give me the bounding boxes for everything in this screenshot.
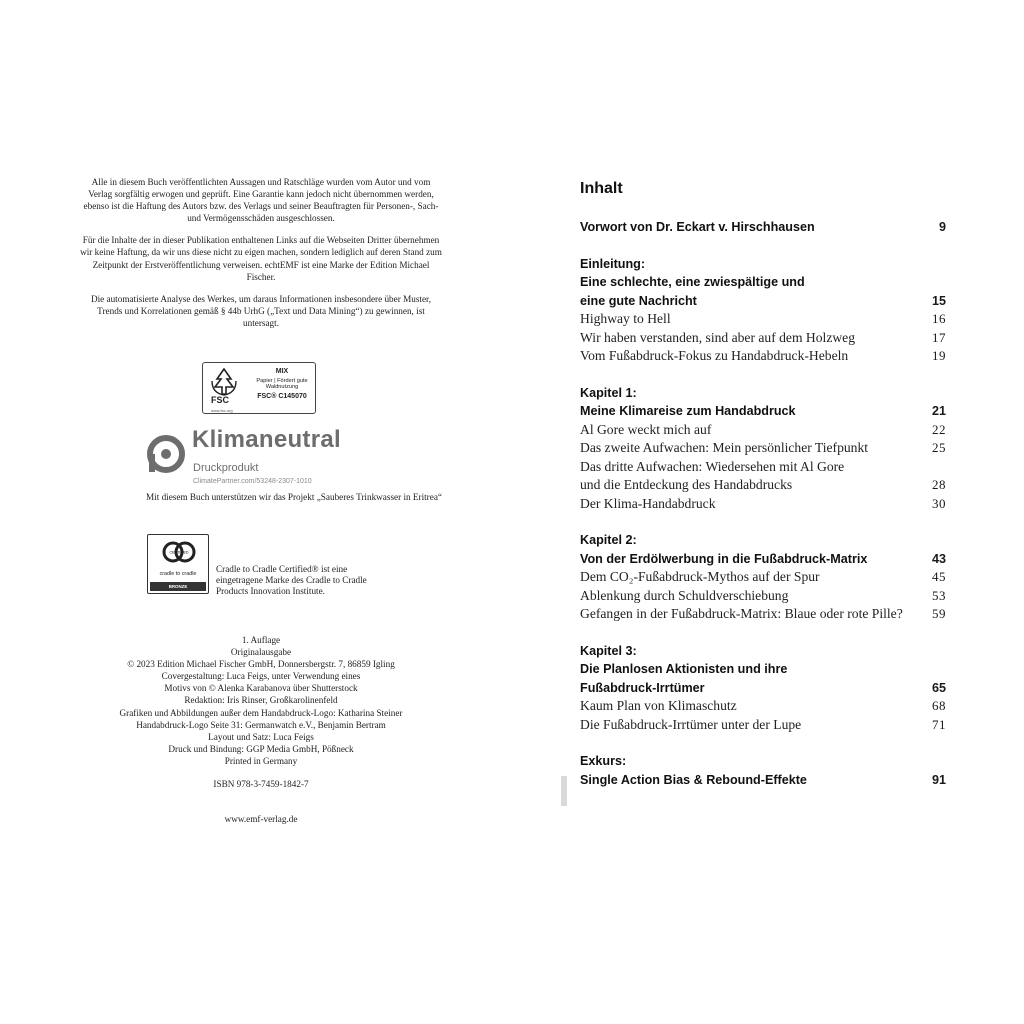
fsc-logo xyxy=(202,362,316,414)
table-of-contents xyxy=(580,180,946,789)
toc-spacer xyxy=(580,366,946,384)
toc-section-heading[interactable] xyxy=(580,771,946,790)
toc-entry-page: 59 xyxy=(932,606,946,621)
toc-entry[interactable] xyxy=(580,716,946,735)
toc-entry-page: 28 xyxy=(932,477,946,492)
klimaneutral-note: Mit diesem Buch unterstützen wir das Projekt „Sauberes Trinkwasser in Eritrea“ xyxy=(146,492,442,502)
disclaimer-paragraph: Für die Inhalte der in dieser Publikation enthaltenen Links auf die Webseiten Dritter übernehmen wir keine Haftung, da wir uns diese nicht zu eigen machen, sondern lediglich auf deren Stand zum Zeitpunkt der Erstveröffentlichung verweisen. echtEMF ist eine Marke der Edition Michael Fischer. xyxy=(80,235,442,282)
toc-entry-page: 25 xyxy=(932,440,946,455)
imprint-line: Covergestaltung: Luca Feigs, unter Verwendung eines xyxy=(161,671,361,682)
toc-entry[interactable] xyxy=(580,495,946,514)
imprint-line: Druck und Bindung: GGP Media GmbH, Pößneck xyxy=(168,743,354,754)
toc-spacer xyxy=(580,624,946,642)
toc-section xyxy=(580,642,946,735)
toc-entry-title: und die Entdeckung des Handabdrucks xyxy=(580,477,793,492)
toc-entry[interactable] xyxy=(580,587,946,606)
toc-section xyxy=(580,384,946,514)
toc-entry-title: Kaum Plan von Klimaschutz xyxy=(580,698,737,713)
imprint-line: Motivs von © Alenka Karabanova über Shutterstock xyxy=(164,683,358,694)
imprint-line: Redaktion: Iris Rinser, Großkarolinenfeld xyxy=(184,695,338,706)
toc-entry-title: Der Klima-Handabdruck xyxy=(580,495,716,511)
toc-entry-title: Ablenkung durch Schuldverschiebung xyxy=(580,587,789,603)
climate-partner-icon xyxy=(146,434,186,474)
toc-entry-page: 19 xyxy=(932,348,946,363)
toc-section-heading[interactable] xyxy=(580,402,946,421)
imprint-line: 1. Auflage xyxy=(241,635,281,645)
toc-entry[interactable] xyxy=(580,697,946,716)
toc-heading-page: 21 xyxy=(931,404,946,418)
klimaneutral-title: Klimaneutral xyxy=(192,426,341,453)
publisher-website: www.emf-verlag.de xyxy=(224,814,298,824)
klimaneutral-subtitle: Druckprodukt xyxy=(193,462,259,474)
toc-entry-title: Vom Fußabdruck-Fokus zu Handabdruck-Hebeln xyxy=(580,348,849,363)
imprint-line: Printed in Germany xyxy=(224,755,298,766)
toc-section xyxy=(580,255,946,366)
toc-entry-page: 22 xyxy=(932,421,946,437)
disclaimer-paragraph: Die automatisierte Analyse des Werkes, um daraus Informationen insbesondere über Muster, Trends und Korrelationen gemäß § 44b UrhG („Text und Data Mining“) zu gewinnen, ist untersagt. xyxy=(90,293,432,328)
c2c-word: cradle to cradle xyxy=(159,571,197,577)
klimaneutral-url: ClimatePartner.com/53248-2307-1010 xyxy=(193,478,312,485)
fsc-mix: MIX xyxy=(275,368,289,375)
imprint-line: Layout und Satz: Luca Feigs xyxy=(208,731,314,742)
toc-entry-title: Wir haben verstanden, sind aber auf dem Holzweg xyxy=(580,329,856,345)
toc-entry-page: 16 xyxy=(932,311,946,326)
fsc-tree-icon xyxy=(209,367,239,397)
toc-entry[interactable] xyxy=(580,476,946,495)
toc-section-heading[interactable] xyxy=(580,292,946,311)
fsc-description: Papier | Fördert gute Waldnutzung xyxy=(256,377,308,390)
toc-section-heading[interactable] xyxy=(580,679,946,698)
toc-entry[interactable] xyxy=(580,439,946,458)
toc-section-heading[interactable] xyxy=(580,550,946,569)
toc-entry[interactable] xyxy=(580,421,946,440)
toc-entry-page: 53 xyxy=(932,587,946,603)
c2c-certified-text: CERTIFIED xyxy=(169,550,189,555)
disclaimer-paragraph: Alle in diesem Buch veröffentlichten Aussagen und Ratschläge wurden vom Autor und vom Verlag sorgfältig erwogen und geprüft. Eine Garantie kann jedoch nicht übernommen werden, ebenso ist die Haftung des Autors bzw. des Verlags und seiner Beauftragten für Personen-, Sach- und Vermögensschäden ausgeschlossen. xyxy=(83,177,439,224)
cradle-to-cradle-logo xyxy=(147,534,209,594)
toc-section-label: Kapitel 3: xyxy=(580,643,637,658)
c2c-level: BRONZE xyxy=(150,582,206,591)
toc-heading-page: 65 xyxy=(931,680,946,695)
fsc-mark: FSC xyxy=(211,395,229,405)
toc-body xyxy=(580,218,946,789)
toc-entry[interactable] xyxy=(580,458,946,477)
toc-entry-page: 71 xyxy=(932,716,946,732)
toc-heading-page: 9 xyxy=(938,220,946,234)
toc-heading-title: eine gute Nachricht xyxy=(580,293,697,308)
toc-section-label: Kapitel 2: xyxy=(580,533,637,547)
cradle-to-cradle-icon xyxy=(162,539,196,565)
toc-section xyxy=(580,531,946,624)
page-edge-marker xyxy=(561,776,567,806)
imprint-line: © 2023 Edition Michael Fischer GmbH, Donnersbergstr. 7, 86859 Igling xyxy=(127,659,395,670)
fsc-site: www.fsc.org xyxy=(211,408,233,413)
toc-heading-page: 43 xyxy=(931,551,946,566)
toc-entry-page: 45 xyxy=(932,569,946,584)
toc-section xyxy=(580,218,946,237)
toc-entry-title: Gefangen in der Fußabdruck-Matrix: Blaue oder rote Pille? xyxy=(580,606,903,621)
fsc-code: FSC® C145070 xyxy=(257,392,307,400)
toc-spacer xyxy=(580,237,946,255)
toc-title: Inhalt xyxy=(580,180,623,197)
toc-entry[interactable] xyxy=(580,310,946,329)
toc-heading-title: Von der Erdölwerbung in die Fußabdruck-Matrix xyxy=(580,551,868,566)
toc-spacer xyxy=(580,513,946,531)
imprint-line: Originalausgabe xyxy=(230,647,292,658)
toc-entry-title: Highway to Hell xyxy=(580,311,671,326)
imprint-line: Handabdruck-Logo Seite 31: Germanwatch e.V., Benjamin Bertram xyxy=(136,719,386,730)
toc-heading-title: Fußabdruck-Irrtümer xyxy=(580,680,705,695)
toc-entry[interactable] xyxy=(580,605,946,624)
toc-section-label: Exkurs: xyxy=(580,754,627,768)
toc-section xyxy=(580,752,946,789)
toc-heading-title: Vorwort von Dr. Eckart v. Hirschhausen xyxy=(580,220,815,234)
toc-spacer xyxy=(580,734,946,752)
toc-heading-title: Single Action Bias & Rebound-Effekte xyxy=(580,772,807,787)
toc-section-label: Einleitung: xyxy=(580,256,646,271)
klimaneutral-logo xyxy=(146,426,446,494)
toc-heading-title: Meine Klimareise zum Handabdruck xyxy=(580,404,796,418)
toc-section-heading[interactable] xyxy=(580,218,946,237)
toc-entry-page: 68 xyxy=(932,698,946,713)
toc-entry-page: 30 xyxy=(932,495,946,511)
toc-entry-title: Die Fußabdruck-Irrtümer unter der Lupe xyxy=(580,716,802,732)
toc-entry-title: Das dritte Aufwachen: Wiedersehen mit Al Gore xyxy=(580,458,845,474)
toc-entry-page: 17 xyxy=(932,329,946,345)
c2c-note: Cradle to Cradle Certified® ist eine eingetragene Marke des Cradle to Cradle Products Innovation Institute. xyxy=(216,564,367,596)
toc-entry-title: Al Gore weckt mich auf xyxy=(580,421,712,437)
toc-entry[interactable] xyxy=(580,347,946,366)
imprint-page xyxy=(80,176,442,824)
toc-section-label: Die Planlosen Aktionisten und ihre xyxy=(580,662,788,676)
toc-entry[interactable] xyxy=(580,568,946,587)
toc-entry-title: Das zweite Aufwachen: Mein persönlicher Tiefpunkt xyxy=(580,440,869,455)
isbn: ISBN 978-3-7459-1842-7 xyxy=(213,779,309,789)
imprint-block xyxy=(80,634,442,767)
toc-section-label: Eine schlechte, eine zwiespältige und xyxy=(580,275,805,289)
toc-heading-page: 15 xyxy=(931,293,946,308)
toc-section-label: Kapitel 1: xyxy=(580,385,637,400)
fsc-text-block xyxy=(251,369,313,400)
toc-heading-page: 91 xyxy=(931,772,946,787)
imprint-line: Grafiken und Abbildungen außer dem Handabdruck-Logo: Katharina Steiner xyxy=(119,707,403,718)
toc-entry-title: Dem CO₂-Fußabdruck-Mythos auf der Spur xyxy=(580,569,820,584)
toc-entry[interactable] xyxy=(580,329,946,348)
